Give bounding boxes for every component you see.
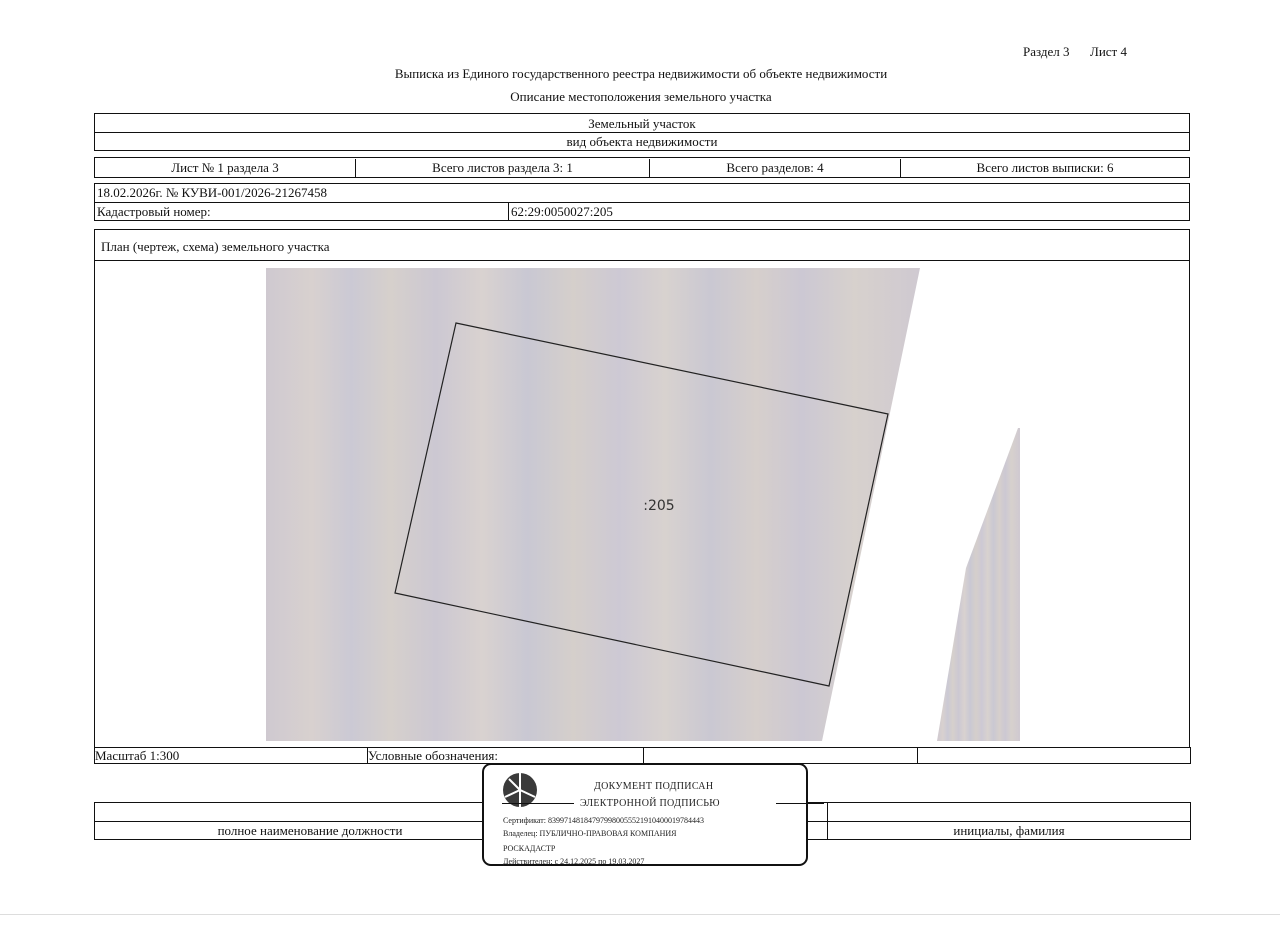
map-background [266, 268, 920, 741]
sheets-row [94, 157, 1190, 178]
legend-cell [643, 748, 917, 763]
extract-date-number: 18.02.2026г. № КУВИ-001/2026-21267458 [97, 185, 327, 200]
legend-label: Условные обозначения: [367, 747, 643, 763]
stamp-valid: Действителен: с 24.12.2025 по 19.03.2027 [503, 857, 645, 866]
legend-row [94, 747, 1191, 764]
parcel-plan-map [266, 268, 1020, 741]
cadastral-value: 62:29:0050027:205 [508, 203, 1189, 221]
document-subtitle: Описание местоположения земельного участка [510, 89, 772, 104]
sheet-number: Лист 4 [1090, 44, 1127, 59]
total-extract-sheets: Всего листов выписки: 6 [900, 159, 1189, 177]
stamp-certificate: Сертификат: 839971481847979980055521910400019784443 [503, 816, 704, 825]
stamp-owner: Владелец: ПУБЛИЧНО-ПРАВОВАЯ КОМПАНИЯ [503, 829, 677, 838]
electronic-signature-stamp [482, 763, 808, 866]
map-background-strip [937, 428, 1020, 741]
stamp-line2: ЭЛЕКТРОННОЙ ПОДПИСЬЮ [580, 798, 720, 809]
total-sections: Всего разделов: 4 [649, 159, 900, 177]
cadastral-label: Кадастровый номер: [97, 204, 211, 219]
plan-title: План (чертеж, схема) земельного участка [101, 239, 330, 254]
section-number: Раздел 3 [1023, 44, 1070, 59]
object-type-caption: вид объекта недвижимости [566, 134, 718, 149]
divider [95, 260, 1189, 261]
object-type-box [94, 113, 1190, 151]
position-caption: полное наименование должности [217, 823, 403, 838]
stamp-rule [502, 803, 574, 804]
parcel-label: :205 [643, 498, 675, 514]
stamp-rule [776, 803, 824, 804]
name-caption: инициалы, фамилия [953, 823, 1065, 838]
sheet-no: Лист № 1 раздела 3 [171, 160, 279, 175]
extract-info-box [94, 183, 1190, 221]
legend-cell [917, 748, 1190, 763]
document-title: Выписка из Единого государственного реестра недвижимости об объекте недвижимости [394, 66, 888, 81]
total-section-sheets: Всего листов раздела 3: 1 [355, 159, 649, 177]
stamp-line1: ДОКУМЕНТ ПОДПИСАН [594, 781, 714, 792]
scale: Масштаб 1:300 [95, 748, 180, 763]
stamp-owner2: РОСКАДАСТР [503, 844, 556, 853]
page-bottom-edge [0, 914, 1280, 915]
object-type: Земельный участок [588, 116, 696, 131]
